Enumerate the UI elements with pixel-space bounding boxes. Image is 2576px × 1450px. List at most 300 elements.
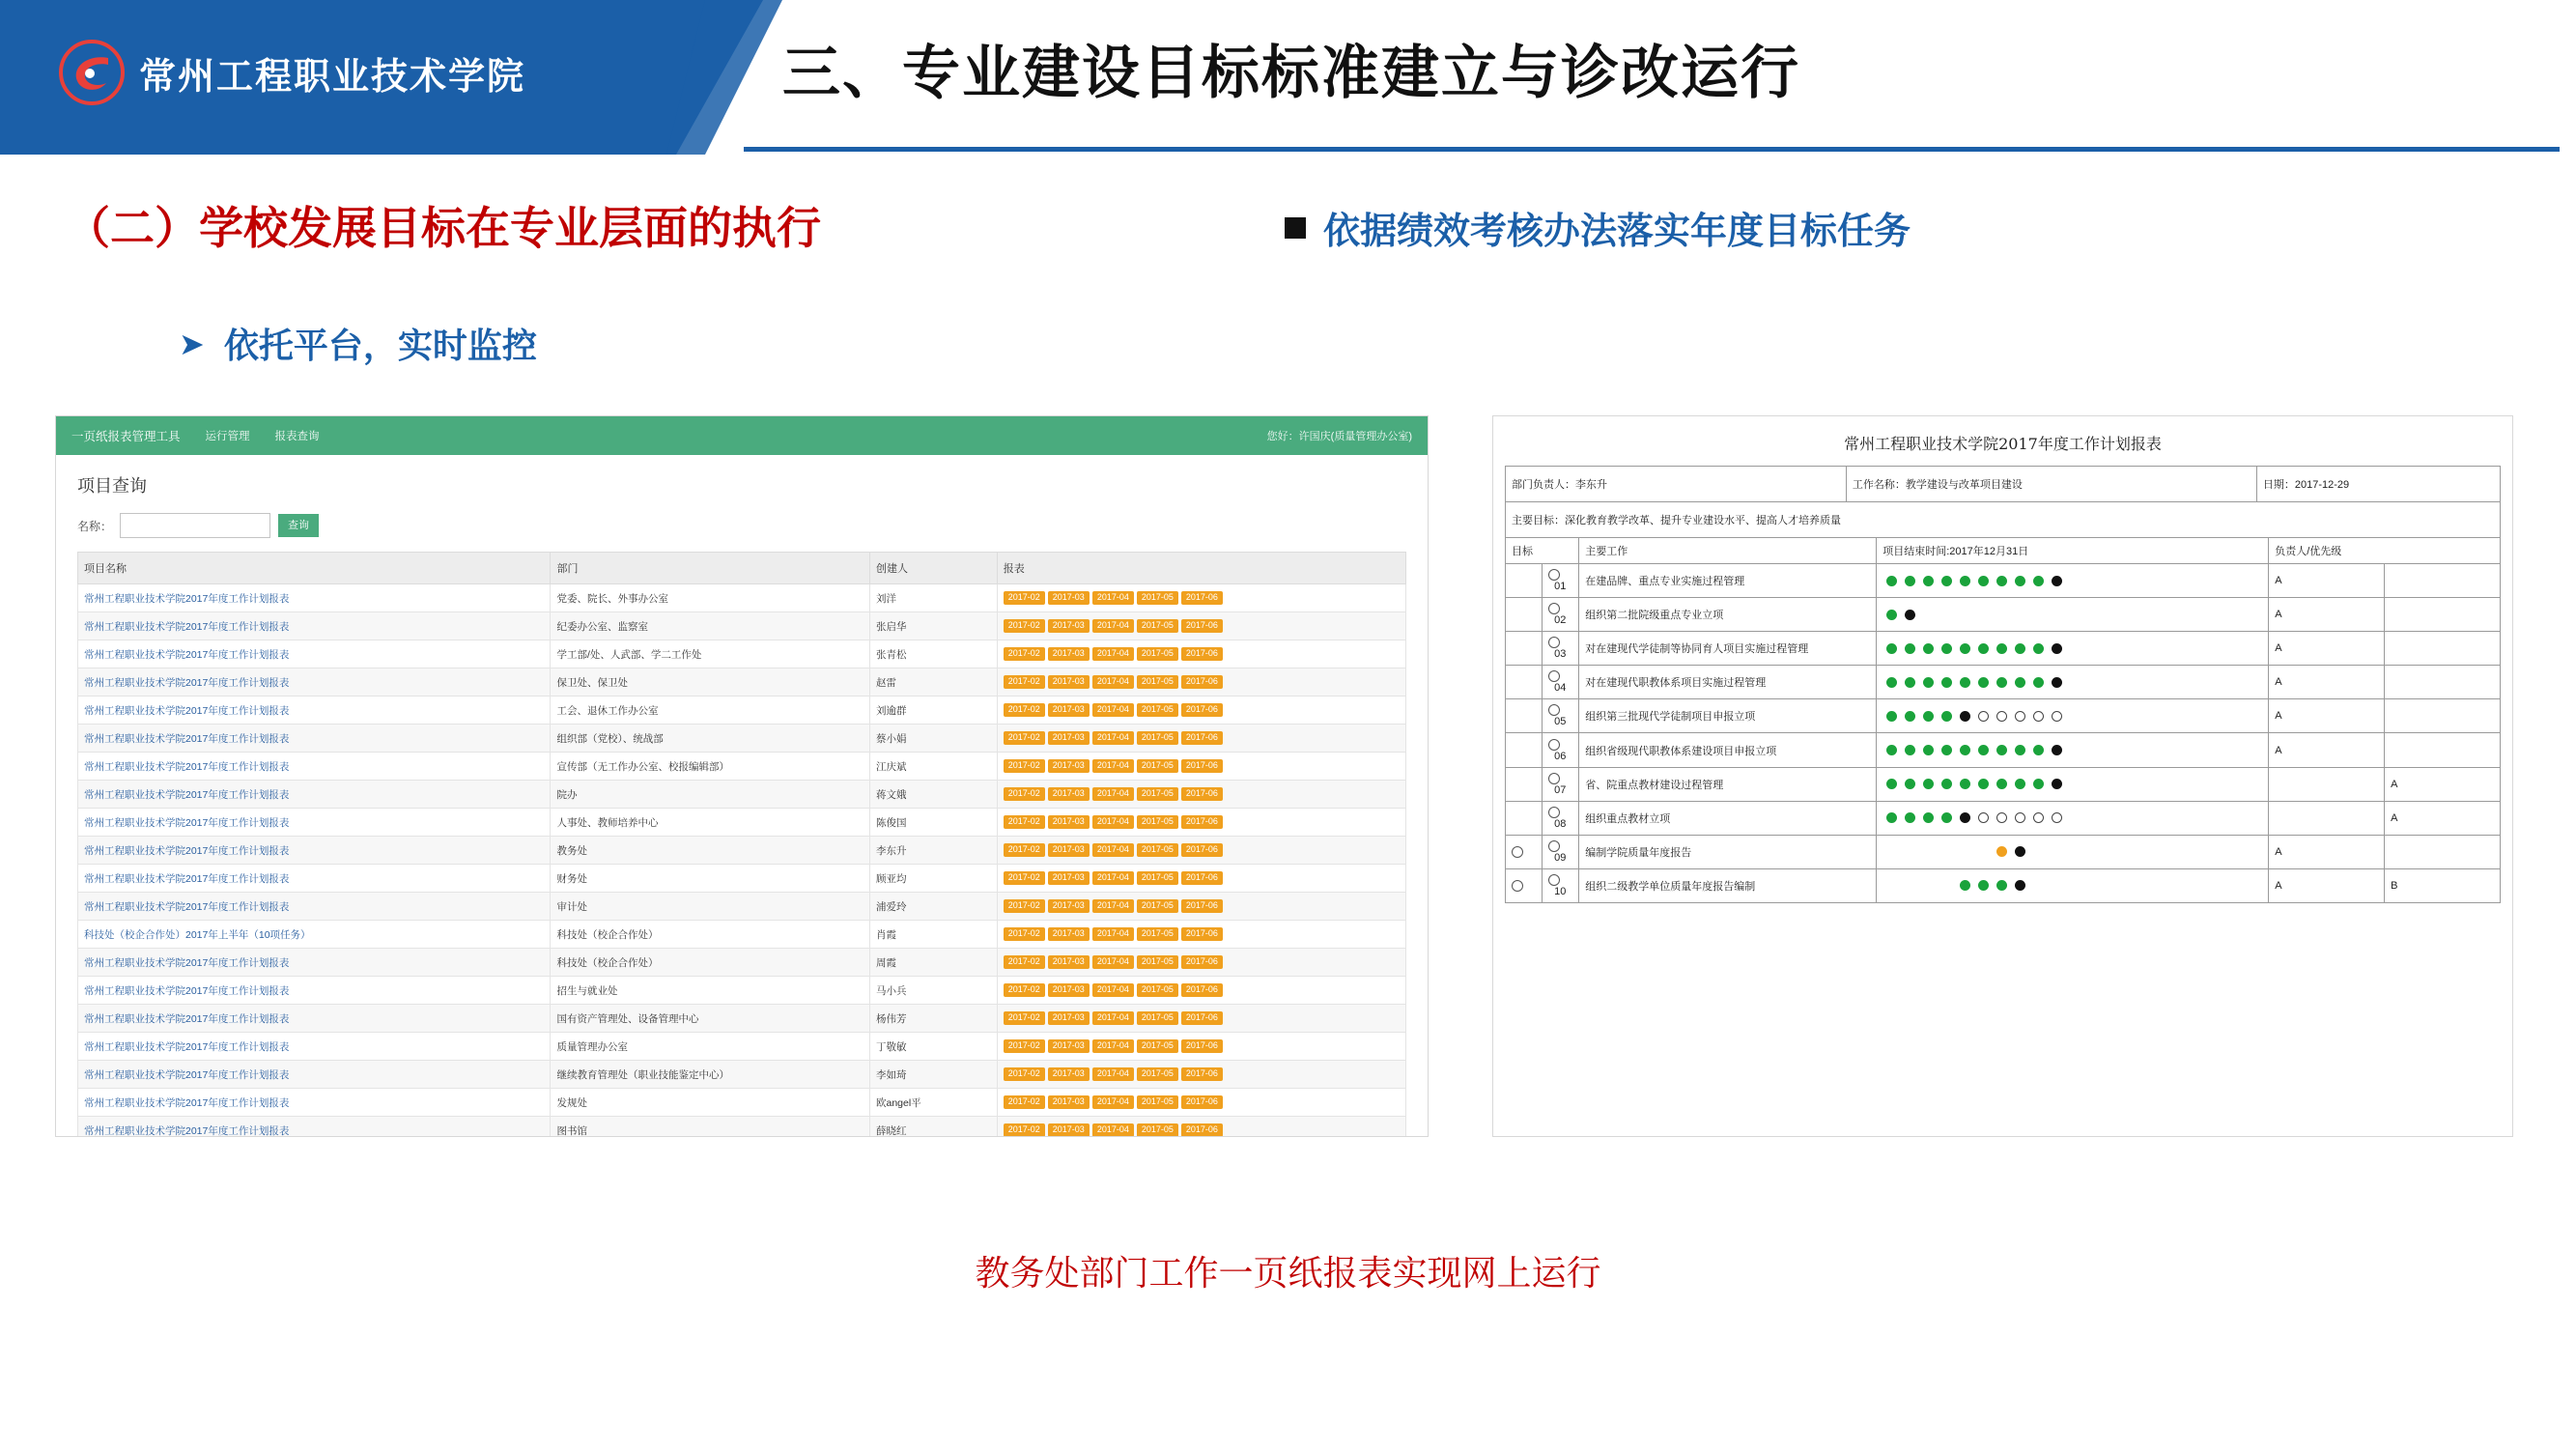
cell-project-name[interactable]: 常州工程职业技术学院2017年度工作计划报表: [78, 949, 551, 977]
month-report-chip[interactable]: 2017-05: [1137, 899, 1178, 913]
progress-dot-green: [1941, 745, 1952, 755]
right-screenshot: [1492, 415, 2513, 1137]
progress-dot-green: [1941, 812, 1952, 823]
radio-circle-icon: [1548, 704, 1560, 716]
progress-dot-green: [1886, 576, 1897, 586]
progress-dot-green: [1905, 711, 1915, 722]
month-report-chip[interactable]: 2017-02: [1004, 927, 1045, 941]
progress-dot-black: [1905, 610, 1915, 620]
item-number-label: 03: [1554, 648, 1567, 661]
cell-department: 人事处、教师培养中心: [551, 809, 870, 837]
month-report-chip[interactable]: 2017-03: [1048, 871, 1090, 885]
month-report-chip[interactable]: 2017-03: [1048, 1095, 1090, 1109]
report-row[interactable]: [1506, 699, 2501, 733]
cell-report-months[interactable]: [997, 865, 1405, 893]
item-number-label: 04: [1554, 682, 1567, 695]
cell-goal-marker: [1506, 801, 1543, 835]
month-report-chip[interactable]: 2017-06: [1181, 815, 1223, 829]
month-report-chip[interactable]: 2017-06: [1181, 1011, 1223, 1025]
month-report-chip[interactable]: 2017-06: [1181, 647, 1223, 661]
cell-project-name[interactable]: 常州工程职业技术学院2017年度工作计划报表: [78, 837, 551, 865]
cell-creator: 丁敬敏: [869, 1033, 997, 1061]
month-report-chip[interactable]: 2017-06: [1181, 927, 1223, 941]
month-report-chip[interactable]: 2017-05: [1137, 647, 1178, 661]
table-row[interactable]: [78, 753, 1406, 781]
progress-dot-empty: [2033, 846, 2044, 857]
progress-dot-green: [1905, 779, 1915, 789]
month-report-chip[interactable]: 2017-02: [1004, 983, 1045, 997]
cell-progress-dots: [1877, 868, 2269, 902]
cell-item-number: [1543, 699, 1579, 733]
cell-project-name[interactable]: 常州工程职业技术学院2017年度工作计划报表: [78, 865, 551, 893]
progress-dot-empty: [1905, 880, 1915, 891]
cell-department: 工会、退休工作办公室: [551, 697, 870, 725]
cell-owner-primary: A: [2269, 733, 2385, 767]
month-report-chip[interactable]: 2017-02: [1004, 759, 1045, 773]
month-report-chip[interactable]: 2017-06: [1181, 871, 1223, 885]
month-report-chip[interactable]: 2017-03: [1048, 675, 1090, 689]
month-report-chip[interactable]: 2017-02: [1004, 843, 1045, 857]
report-row[interactable]: [1506, 666, 2501, 699]
cell-report-months[interactable]: [997, 837, 1405, 865]
current-user-label[interactable]: 您好：许国庆(质量管理办公室): [1266, 431, 1412, 442]
report-row[interactable]: [1506, 835, 2501, 868]
month-report-chip[interactable]: 2017-03: [1048, 647, 1090, 661]
report-row[interactable]: [1506, 733, 2501, 767]
month-report-chip[interactable]: 2017-06: [1181, 899, 1223, 913]
radio-circle-icon: [1548, 807, 1560, 818]
item-number-label: 08: [1554, 817, 1567, 830]
table-row[interactable]: [78, 725, 1406, 753]
month-report-chip[interactable]: 2017-04: [1092, 955, 1134, 969]
report-col-progress: 项目结束时间:2017年12月31日: [1877, 538, 2269, 564]
progress-dot-green: [1886, 812, 1897, 823]
cell-project-name[interactable]: 常州工程职业技术学院2017年度工作计划报表: [78, 1061, 551, 1089]
table-row[interactable]: [78, 921, 1406, 949]
progress-dot-green: [1960, 880, 1970, 891]
cell-progress-dots: [1877, 699, 2269, 733]
month-report-chip[interactable]: 2017-03: [1048, 983, 1090, 997]
table-row[interactable]: [78, 865, 1406, 893]
cell-project-name[interactable]: 常州工程职业技术学院2017年度工作计划报表: [78, 893, 551, 921]
bullet-item-label: 依托平台，实时监控: [223, 326, 537, 366]
progress-dot-green: [2033, 677, 2044, 688]
month-report-chip[interactable]: 2017-04: [1092, 703, 1134, 717]
month-report-chip[interactable]: 2017-02: [1004, 591, 1045, 605]
cell-project-name[interactable]: 常州工程职业技术学院2017年度工作计划报表: [78, 1089, 551, 1117]
month-report-chip[interactable]: 2017-02: [1004, 815, 1045, 829]
table-row[interactable]: [78, 1117, 1406, 1138]
progress-dot-white: [2015, 711, 2025, 722]
month-report-chip[interactable]: 2017-03: [1048, 787, 1090, 801]
table-row[interactable]: [78, 837, 1406, 865]
month-report-chip[interactable]: 2017-02: [1004, 787, 1045, 801]
cell-department: 质量管理办公室: [551, 1033, 870, 1061]
cell-creator: 蒋文娥: [869, 781, 997, 809]
item-number-label: 09: [1554, 851, 1567, 864]
progress-dot-green: [1978, 576, 1989, 586]
nav-item-report-query[interactable]: 报表查询: [274, 431, 320, 442]
cell-report-months[interactable]: [997, 1033, 1405, 1061]
progress-dot-green: [1905, 745, 1915, 755]
month-report-chip[interactable]: 2017-03: [1048, 1123, 1090, 1137]
month-report-chip[interactable]: 2017-06: [1181, 955, 1223, 969]
month-report-chip[interactable]: 2017-06: [1181, 787, 1223, 801]
month-report-chip[interactable]: 2017-05: [1137, 675, 1178, 689]
progress-dot-green: [2033, 576, 2044, 586]
cell-report-months[interactable]: [997, 640, 1405, 668]
cell-project-name[interactable]: 常州工程职业技术学院2017年度工作计划报表: [78, 809, 551, 837]
cell-creator: 肖霞: [869, 921, 997, 949]
month-report-chip[interactable]: 2017-03: [1048, 899, 1090, 913]
table-row[interactable]: [78, 668, 1406, 697]
progress-dot-green: [2033, 779, 2044, 789]
month-report-chip[interactable]: 2017-05: [1137, 1123, 1178, 1137]
cell-creator: 周霞: [869, 949, 997, 977]
month-report-chip[interactable]: 2017-03: [1048, 927, 1090, 941]
item-number-label: 10: [1554, 885, 1567, 897]
cell-report-months[interactable]: [997, 949, 1405, 977]
progress-dot-green: [1941, 779, 1952, 789]
report-work-name: 工作名称：教学建设与改革项目建设: [1846, 467, 2256, 502]
cell-report-months[interactable]: [997, 1117, 1405, 1138]
cell-report-months[interactable]: [997, 725, 1405, 753]
swirl-logo-icon: [58, 39, 126, 106]
cell-project-name[interactable]: 常州工程职业技术学院2017年度工作计划报表: [78, 697, 551, 725]
cell-project-name[interactable]: 常州工程职业技术学院2017年度工作计划报表: [78, 1005, 551, 1033]
progress-dot-black: [2052, 779, 2062, 789]
project-list-table: [77, 552, 1406, 1137]
month-report-chip[interactable]: 2017-05: [1137, 591, 1178, 605]
section-subheading-label: 依据绩效考核办法落实年度目标任务: [1323, 209, 1911, 252]
month-report-chip[interactable]: 2017-03: [1048, 955, 1090, 969]
table-row[interactable]: [78, 584, 1406, 612]
table-row[interactable]: [78, 977, 1406, 1005]
month-report-chip[interactable]: 2017-03: [1048, 619, 1090, 633]
month-report-chip[interactable]: 2017-06: [1181, 983, 1223, 997]
cell-owner-primary: A: [2269, 699, 2385, 733]
month-report-chip[interactable]: 2017-05: [1137, 815, 1178, 829]
cell-item-number: [1543, 835, 1579, 868]
month-report-chip[interactable]: 2017-03: [1048, 843, 1090, 857]
report-row[interactable]: [1506, 868, 2501, 902]
month-report-chip[interactable]: 2017-04: [1092, 647, 1134, 661]
month-report-chip[interactable]: 2017-05: [1137, 843, 1178, 857]
cell-progress-dots: [1877, 632, 2269, 666]
item-number-label: 02: [1554, 614, 1567, 627]
month-report-chip[interactable]: 2017-06: [1181, 675, 1223, 689]
cell-creator: 江庆斌: [869, 753, 997, 781]
report-meta-row-1: [1506, 467, 2501, 502]
cell-report-months[interactable]: [997, 612, 1405, 640]
table-row[interactable]: [78, 1089, 1406, 1117]
cell-main-work: 在建品牌、重点专业实施过程管理: [1579, 564, 1877, 598]
month-report-chip[interactable]: 2017-04: [1092, 675, 1134, 689]
table-row[interactable]: [78, 1005, 1406, 1033]
cell-goal-marker: [1506, 699, 1543, 733]
report-row[interactable]: [1506, 564, 2501, 598]
cell-report-months[interactable]: [997, 977, 1405, 1005]
table-row[interactable]: [78, 809, 1406, 837]
month-report-chip[interactable]: 2017-02: [1004, 703, 1045, 717]
month-report-chip[interactable]: 2017-03: [1048, 1067, 1090, 1081]
radio-circle-icon: [1548, 603, 1560, 614]
month-report-chip[interactable]: 2017-02: [1004, 647, 1045, 661]
progress-dot-orange: [1996, 846, 2007, 857]
month-report-chip[interactable]: 2017-03: [1048, 759, 1090, 773]
month-report-chip[interactable]: 2017-02: [1004, 1039, 1045, 1053]
month-report-chip[interactable]: 2017-04: [1092, 591, 1134, 605]
cell-report-months[interactable]: [997, 1061, 1405, 1089]
cell-report-months[interactable]: [997, 697, 1405, 725]
cell-progress-dots: [1877, 564, 2269, 598]
cell-report-months[interactable]: [997, 893, 1405, 921]
month-report-chip[interactable]: 2017-06: [1181, 591, 1223, 605]
cell-progress-dots: [1877, 801, 2269, 835]
cell-creator: 蔡小娟: [869, 725, 997, 753]
query-name-input[interactable]: [120, 513, 270, 538]
month-report-chip[interactable]: 2017-05: [1137, 871, 1178, 885]
cell-owner-secondary: [2385, 598, 2501, 632]
month-report-chip[interactable]: 2017-06: [1181, 731, 1223, 745]
cell-main-work: 编制学院质量年度报告: [1579, 835, 1877, 868]
month-report-chip[interactable]: 2017-05: [1137, 619, 1178, 633]
cell-report-months[interactable]: [997, 753, 1405, 781]
progress-dot-empty: [1941, 880, 1952, 891]
month-report-chip[interactable]: 2017-06: [1181, 619, 1223, 633]
month-report-chip[interactable]: 2017-04: [1092, 1095, 1134, 1109]
table-row[interactable]: [78, 640, 1406, 668]
month-report-chip[interactable]: 2017-04: [1092, 619, 1134, 633]
report-owner: 部门负责人：李东升: [1506, 467, 1847, 502]
month-report-chip[interactable]: 2017-02: [1004, 1011, 1045, 1025]
cell-report-months[interactable]: [997, 921, 1405, 949]
month-report-chip[interactable]: 2017-04: [1092, 759, 1134, 773]
bullet-item: [179, 319, 537, 368]
cell-owner-secondary: [2385, 632, 2501, 666]
progress-dot-black: [2052, 643, 2062, 654]
cell-main-work: 组织第二批院级重点专业立项: [1579, 598, 1877, 632]
month-report-chip[interactable]: 2017-05: [1137, 1011, 1178, 1025]
cell-item-number: [1543, 632, 1579, 666]
month-report-chip[interactable]: 2017-02: [1004, 1067, 1045, 1081]
month-report-chip[interactable]: 2017-02: [1004, 619, 1045, 633]
month-report-chip[interactable]: 2017-06: [1181, 1039, 1223, 1053]
cell-project-name[interactable]: 常州工程职业技术学院2017年度工作计划报表: [78, 781, 551, 809]
cell-project-name[interactable]: 常州工程职业技术学院2017年度工作计划报表: [78, 725, 551, 753]
cell-project-name[interactable]: 常州工程职业技术学院2017年度工作计划报表: [78, 1033, 551, 1061]
table-row[interactable]: [78, 949, 1406, 977]
left-screenshot: [55, 415, 1429, 1137]
cell-owner-secondary: [2385, 835, 2501, 868]
month-report-chip[interactable]: 2017-05: [1137, 1067, 1178, 1081]
cell-item-number: [1543, 598, 1579, 632]
month-report-chip[interactable]: 2017-05: [1137, 787, 1178, 801]
page-title: 三、专业建设目标标准建立与诊改运行: [782, 40, 1800, 107]
month-report-chip[interactable]: 2017-04: [1092, 843, 1134, 857]
month-report-chip[interactable]: 2017-05: [1137, 955, 1178, 969]
report-row[interactable]: [1506, 598, 2501, 632]
month-report-chip[interactable]: 2017-05: [1137, 1095, 1178, 1109]
month-report-chip[interactable]: 2017-05: [1137, 731, 1178, 745]
month-report-chip[interactable]: 2017-02: [1004, 1123, 1045, 1137]
month-report-chip[interactable]: 2017-06: [1181, 1095, 1223, 1109]
project-list-body: [78, 584, 1406, 1138]
section-title: （二）学校发展目标在专业层面的执行: [66, 202, 821, 254]
cell-project-name[interactable]: 常州工程职业技术学院2017年度工作计划报表: [78, 753, 551, 781]
cell-project-name[interactable]: 常州工程职业技术学院2017年度工作计划报表: [78, 1117, 551, 1138]
cell-project-name[interactable]: 科技处（校企合作处）2017年上半年（10项任务）: [78, 921, 551, 949]
report-title: 常州工程职业技术学院2017年度工作计划报表: [1844, 435, 2162, 453]
school-logo: [58, 39, 525, 106]
month-report-chip[interactable]: 2017-06: [1181, 703, 1223, 717]
cell-goal-marker: [1506, 733, 1543, 767]
month-report-chip[interactable]: 2017-05: [1137, 1039, 1178, 1053]
progress-dot-white: [1978, 812, 1989, 823]
month-report-chip[interactable]: 2017-05: [1137, 983, 1178, 997]
cell-creator: 欧angel平: [869, 1089, 997, 1117]
table-row[interactable]: [78, 1061, 1406, 1089]
progress-dot-green: [1996, 745, 2007, 755]
cell-report-months[interactable]: [997, 781, 1405, 809]
month-report-chip[interactable]: 2017-02: [1004, 675, 1045, 689]
month-report-chip[interactable]: 2017-02: [1004, 1095, 1045, 1109]
month-report-chip[interactable]: 2017-03: [1048, 591, 1090, 605]
nav-item-run-management[interactable]: 运行管理: [205, 431, 250, 442]
month-report-chip[interactable]: 2017-04: [1092, 787, 1134, 801]
month-report-chip[interactable]: 2017-05: [1137, 703, 1178, 717]
radio-circle-icon: [1548, 840, 1560, 852]
table-row[interactable]: [78, 1033, 1406, 1061]
month-report-chip[interactable]: 2017-04: [1092, 871, 1134, 885]
table-row[interactable]: [78, 893, 1406, 921]
cell-report-months[interactable]: [997, 1005, 1405, 1033]
month-report-chip[interactable]: 2017-06: [1181, 843, 1223, 857]
month-report-chip[interactable]: 2017-04: [1092, 815, 1134, 829]
month-report-chip[interactable]: 2017-02: [1004, 731, 1045, 745]
month-report-chip[interactable]: 2017-04: [1092, 1039, 1134, 1053]
panel-body: [56, 455, 1428, 1137]
month-report-chip[interactable]: 2017-02: [1004, 899, 1045, 913]
month-report-chip[interactable]: 2017-02: [1004, 871, 1045, 885]
month-report-chip[interactable]: 2017-04: [1092, 899, 1134, 913]
progress-dot-green: [2033, 643, 2044, 654]
cell-department: 学工部/处、人武部、学二工作处: [551, 640, 870, 668]
cell-department: 党委、院长、外事办公室: [551, 584, 870, 612]
progress-dot-white: [2052, 812, 2062, 823]
progress-dot-empty: [1941, 846, 1952, 857]
month-report-chip[interactable]: 2017-04: [1092, 927, 1134, 941]
cell-creator: 李如琦: [869, 1061, 997, 1089]
cell-item-number: [1543, 868, 1579, 902]
cell-department: 教务处: [551, 837, 870, 865]
query-submit-button[interactable]: 查询: [278, 514, 319, 537]
table-row[interactable]: [78, 697, 1406, 725]
month-report-chip[interactable]: 2017-03: [1048, 1039, 1090, 1053]
cell-item-number: [1543, 801, 1579, 835]
month-report-chip[interactable]: 2017-02: [1004, 955, 1045, 969]
cell-department: 发规处: [551, 1089, 870, 1117]
report-row[interactable]: [1506, 632, 2501, 666]
cell-department: 纪委办公室、监察室: [551, 612, 870, 640]
cell-goal-marker: [1506, 767, 1543, 801]
month-report-chip[interactable]: 2017-04: [1092, 1067, 1134, 1081]
progress-dot-green: [2015, 745, 2025, 755]
cell-owner-secondary: B: [2385, 868, 2501, 902]
column-header-dept: 部门: [551, 553, 870, 584]
month-report-chip[interactable]: 2017-05: [1137, 927, 1178, 941]
cell-owner-primary: A: [2269, 598, 2385, 632]
cell-department: 院办: [551, 781, 870, 809]
month-report-chip[interactable]: 2017-06: [1181, 1123, 1223, 1137]
cell-department: 保卫处、保卫处: [551, 668, 870, 697]
cell-project-name[interactable]: 常州工程职业技术学院2017年度工作计划报表: [78, 640, 551, 668]
progress-dot-green: [1996, 779, 2007, 789]
progress-dot-empty: [1923, 880, 1934, 891]
cell-owner-primary: A: [2269, 868, 2385, 902]
month-report-chip[interactable]: 2017-04: [1092, 731, 1134, 745]
month-report-chip[interactable]: 2017-04: [1092, 1123, 1134, 1137]
progress-dot-green: [1905, 576, 1915, 586]
month-report-chip[interactable]: 2017-04: [1092, 983, 1134, 997]
progress-dot-green: [2015, 643, 2025, 654]
progress-dot-green: [1978, 880, 1989, 891]
month-report-chip[interactable]: 2017-03: [1048, 1011, 1090, 1025]
report-row[interactable]: [1506, 767, 2501, 801]
cell-creator: 马小兵: [869, 977, 997, 1005]
progress-dot-green: [1960, 677, 1970, 688]
cell-creator: 李东升: [869, 837, 997, 865]
cell-project-name[interactable]: 常州工程职业技术学院2017年度工作计划报表: [78, 584, 551, 612]
cell-progress-dots: [1877, 666, 2269, 699]
table-header-row: [78, 553, 1406, 584]
cell-department: 财务处: [551, 865, 870, 893]
section-subheading: [1285, 201, 1911, 254]
report-row[interactable]: [1506, 801, 2501, 835]
cell-project-name[interactable]: 常州工程职业技术学院2017年度工作计划报表: [78, 668, 551, 697]
cell-report-months[interactable]: [997, 809, 1405, 837]
table-row[interactable]: [78, 612, 1406, 640]
month-report-chip[interactable]: 2017-03: [1048, 731, 1090, 745]
cell-project-name[interactable]: 常州工程职业技术学院2017年度工作计划报表: [78, 612, 551, 640]
month-report-chip[interactable]: 2017-06: [1181, 759, 1223, 773]
panel-title: 项目查询: [77, 476, 147, 496]
month-report-chip[interactable]: 2017-06: [1181, 1067, 1223, 1081]
table-row[interactable]: [78, 781, 1406, 809]
cell-owner-primary: A: [2269, 632, 2385, 666]
cell-report-months[interactable]: [997, 1089, 1405, 1117]
cell-item-number: [1543, 666, 1579, 699]
progress-dot-empty: [2052, 846, 2062, 857]
progress-dot-green: [1941, 711, 1952, 722]
progress-dot-green: [2015, 677, 2025, 688]
cell-report-months[interactable]: [997, 668, 1405, 697]
month-report-chip[interactable]: 2017-03: [1048, 815, 1090, 829]
cell-owner-secondary: [2385, 733, 2501, 767]
month-report-chip[interactable]: 2017-03: [1048, 703, 1090, 717]
progress-dot-empty: [2033, 880, 2044, 891]
progress-dot-white: [1996, 711, 2007, 722]
header-divider: [744, 147, 2560, 152]
progress-dot-green: [1978, 643, 1989, 654]
progress-dot-black: [2015, 846, 2025, 857]
month-report-chip[interactable]: 2017-04: [1092, 1011, 1134, 1025]
radio-circle-icon: [1512, 846, 1523, 858]
month-report-chip[interactable]: 2017-05: [1137, 759, 1178, 773]
arrow-bullet-icon: ➤: [179, 326, 205, 361]
cell-project-name[interactable]: 常州工程职业技术学院2017年度工作计划报表: [78, 977, 551, 1005]
cell-report-months[interactable]: [997, 584, 1405, 612]
